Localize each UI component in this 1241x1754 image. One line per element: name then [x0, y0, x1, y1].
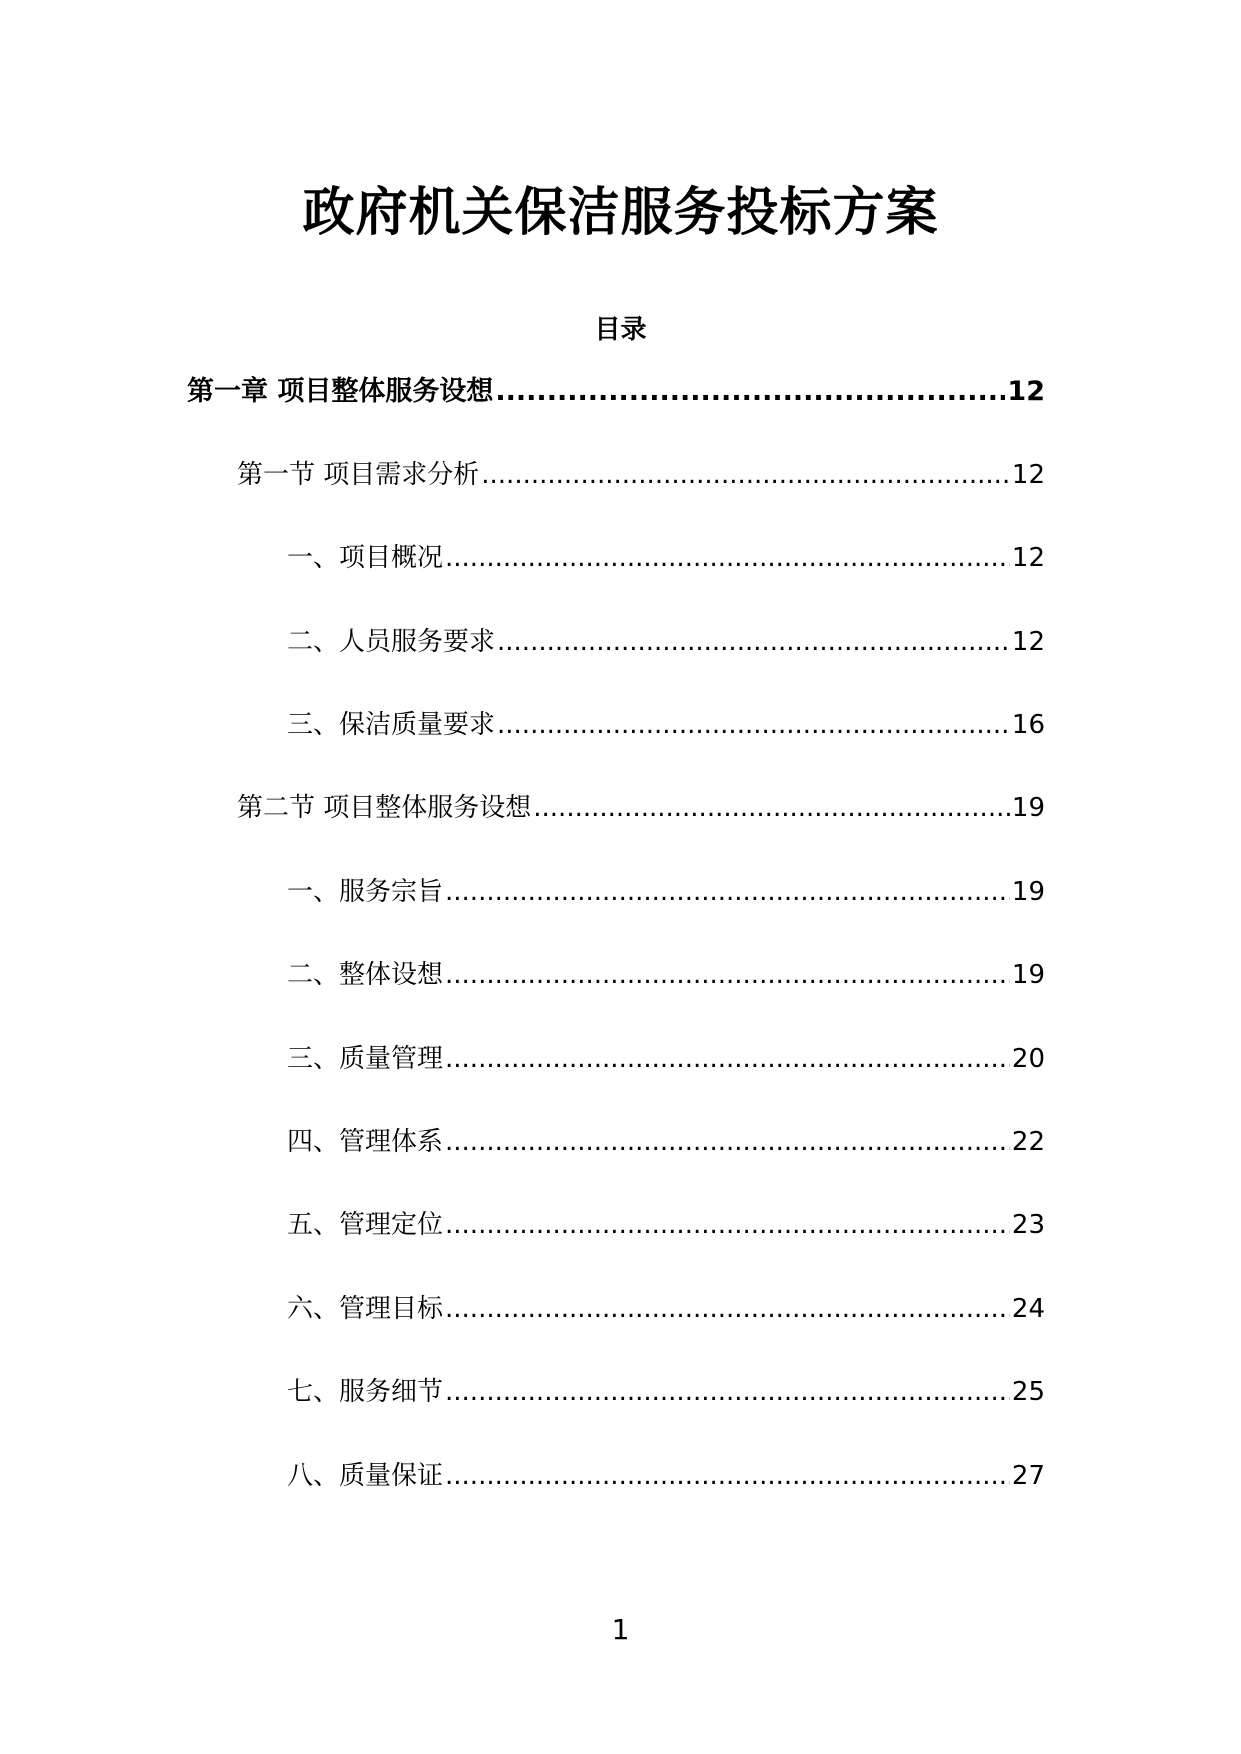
toc-entry-item[interactable]: [287, 955, 1045, 995]
toc-leader-dots: [445, 538, 1010, 578]
toc-entry-title: 第一章 项目整体服务设想: [187, 376, 494, 407]
document-title: 政府机关保洁服务投标方案: [302, 183, 939, 243]
toc-entry-page: 22: [1011, 1127, 1045, 1157]
toc-entry-item[interactable]: [287, 1122, 1045, 1162]
toc-entry-page: 12: [1011, 460, 1045, 490]
toc-leader-dots: [481, 455, 1010, 495]
toc-heading: 目录: [594, 315, 647, 345]
toc-leader-dots: [445, 1289, 1010, 1329]
toc-entry-page: 27: [1011, 1461, 1045, 1491]
toc-entry-title: 八、质量保证: [287, 1461, 444, 1491]
toc-entry-title: 七、服务细节: [287, 1377, 444, 1407]
toc-entry-item[interactable]: [287, 622, 1045, 662]
toc-entry-page: 12: [1011, 627, 1045, 657]
toc-entry-chapter-1[interactable]: [187, 372, 1045, 412]
toc-entry-page: 23: [1011, 1210, 1045, 1240]
toc-entry-page: 20: [1011, 1044, 1045, 1074]
toc-entry-title: 第一节 项目需求分析: [237, 460, 480, 490]
toc-entry-page: 24: [1011, 1294, 1045, 1324]
page-number: 1: [611, 1613, 630, 1646]
toc-entry-title: 六、管理目标: [287, 1294, 444, 1324]
toc-entry-page: 16: [1011, 710, 1045, 740]
toc-leader-dots: [445, 1122, 1010, 1162]
toc-entry-title: 三、质量管理: [287, 1044, 444, 1074]
toc-entry-page: 19: [1011, 793, 1045, 823]
toc-entry-item[interactable]: [287, 1372, 1045, 1412]
toc-entry-title: 四、管理体系: [287, 1127, 444, 1157]
toc-entry-title: 一、服务宗旨: [287, 877, 444, 907]
toc-entry-title: 三、保洁质量要求: [287, 710, 496, 740]
toc-leader-dots: [533, 788, 1010, 828]
toc-entry-title: 二、整体设想: [287, 960, 444, 990]
toc-entry-item[interactable]: [287, 705, 1045, 745]
toc-entry-page: 19: [1011, 960, 1045, 990]
toc-entry-page: 19: [1011, 877, 1045, 907]
toc-leader-dots: [445, 1456, 1010, 1496]
toc-entry-item[interactable]: [287, 538, 1045, 578]
toc-leader-dots: [445, 1372, 1010, 1412]
toc-entry-page: 12: [1007, 376, 1045, 407]
toc-entry-title: 一、项目概况: [287, 543, 444, 573]
toc-leader-dots: [497, 622, 1010, 662]
toc-entry-item[interactable]: [287, 872, 1045, 912]
toc-leader-dots: [495, 372, 1005, 412]
toc-entry-page: 25: [1011, 1377, 1045, 1407]
toc-leader-dots: [497, 705, 1010, 745]
toc-leader-dots: [445, 872, 1010, 912]
toc-leader-dots: [445, 1205, 1010, 1245]
toc-entry-title: 二、人员服务要求: [287, 627, 496, 657]
toc-entry-item[interactable]: [287, 1039, 1045, 1079]
toc-leader-dots: [445, 1039, 1010, 1079]
toc-entry-section-1[interactable]: [237, 455, 1045, 495]
toc-leader-dots: [445, 955, 1010, 995]
toc-entry-item[interactable]: [287, 1205, 1045, 1245]
toc-entry-title: 五、管理定位: [287, 1210, 444, 1240]
toc-entry-section-2[interactable]: [237, 788, 1045, 828]
toc-entry-item[interactable]: [287, 1289, 1045, 1329]
toc-entry-title: 第二节 项目整体服务设想: [237, 793, 532, 823]
toc-entry-page: 12: [1011, 543, 1045, 573]
toc-entry-item[interactable]: [287, 1456, 1045, 1496]
